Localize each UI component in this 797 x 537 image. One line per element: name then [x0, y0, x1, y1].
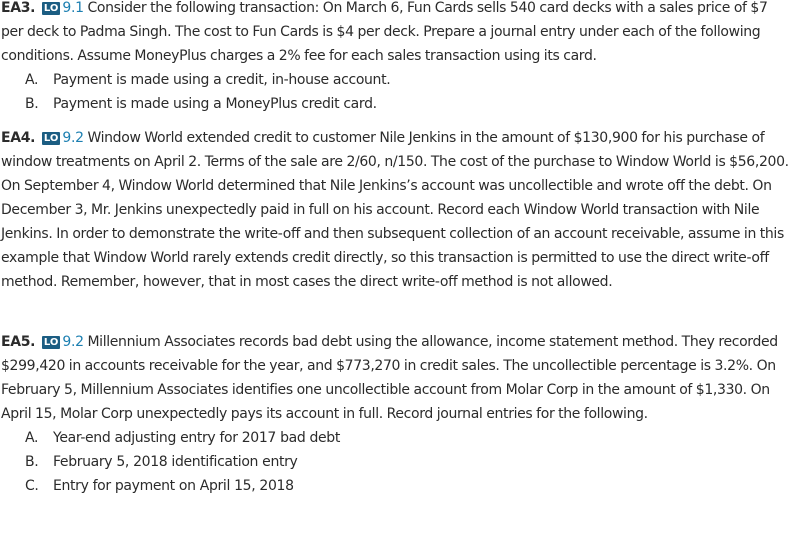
list-item-text: Payment is made using a MoneyPlus credit card. — [53, 96, 377, 112]
list-item-text: Entry for payment on April 15, 2018 — [53, 478, 294, 494]
list-item-text: February 5, 2018 identification entry — [53, 454, 298, 470]
exercise-id: EA3. — [1, 0, 36, 16]
exercise-id: EA5. — [1, 334, 36, 350]
exercise-parts-list — [1, 68, 791, 116]
exercise-id: EA4. — [1, 130, 36, 146]
list-marker: C. — [25, 478, 39, 494]
exercise-ea5 — [1, 330, 791, 498]
list-marker: B. — [25, 454, 39, 470]
exercise-text: Millennium Associates records bad debt using the allowance, income statement method. They recorded $299,420 in accounts receivable for the year, and $773,270 in credit sales. The uncollectible percentage is 3.2%. On February 5, Millennium Associates identifies one uncollectible account from Molar Corp in the amount of $1,330. On April 15, Molar Corp unexpectedly pays its account in full. Record journal entries for the following. — [1, 334, 778, 422]
exercise-ea4 — [1, 126, 791, 294]
list-item — [1, 450, 791, 474]
list-item-text: Payment is made using a credit, in-house account. — [53, 72, 391, 88]
list-item — [1, 68, 791, 92]
exercise-parts-list — [1, 426, 791, 498]
exercise-text: Consider the following transaction: On March 6, Fun Cards sells 540 card decks with a sales price of $7 per deck to Padma Singh. The cost to Fun Cards is $4 per deck. Prepare a journal entry under each of the following conditions. Assume MoneyPlus charges a 2% fee for each sales transaction using its card. — [1, 0, 768, 64]
exercise-body — [1, 0, 791, 68]
list-marker: B. — [25, 96, 39, 112]
lo-badge: LO — [43, 133, 59, 144]
list-item — [1, 92, 791, 116]
exercise-text: Window World extended credit to customer Nile Jenkins in the amount of $130,900 for his purchase of window treatments on April 2. Terms of the sale are 2/60, n/150. The cost of the purchase to Window World is $56,200. On September 4, Window World determined that Nile Jenkins’s account was uncollectible and wrote off the debt. On December 3, Mr. Jenkins unexpectedly paid in full on his account. Record each Window World transaction with Nile Jenkins. In order to demonstrate the write-off and then subsequent collection of an account receivable, assume in this example that Window World rarely extends credit directly, so this transaction is permitted to use the direct write-off method. Remember, however, that in most cases the direct write-off method is not allowed. — [1, 130, 789, 290]
list-item — [1, 474, 791, 498]
exercise-ea3 — [1, 0, 791, 116]
list-marker: A. — [25, 430, 39, 446]
learning-objective-link[interactable]: 9.1 — [62, 0, 84, 16]
lo-badge: LO — [43, 337, 59, 348]
learning-objective-link[interactable]: 9.2 — [62, 334, 84, 350]
learning-objective-link[interactable]: 9.2 — [62, 130, 84, 146]
lo-badge: LO — [43, 3, 59, 14]
list-item — [1, 426, 791, 450]
list-item-text: Year-end adjusting entry for 2017 bad debt — [53, 430, 340, 446]
exercise-body — [1, 126, 791, 294]
exercise-body — [1, 330, 791, 426]
list-marker: A. — [25, 72, 39, 88]
